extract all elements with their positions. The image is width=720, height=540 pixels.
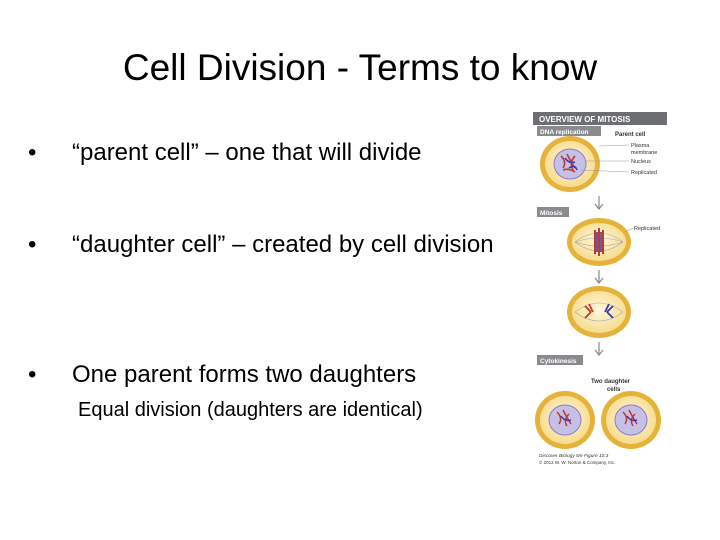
anaphase-cell [567, 286, 631, 338]
label-replicated-mid: Replicated [634, 226, 660, 232]
step-label-dna-replication: DNA replication [540, 129, 589, 136]
label-two-daughter: Two daughter [591, 379, 630, 385]
step-label-mitosis: Mitosis [540, 210, 563, 217]
mitosis-diagram [533, 112, 667, 467]
label-replicated-top: Replicated [631, 170, 657, 176]
bullet-parent-forms-daughters [28, 358, 528, 392]
bullet-daughter-cell [28, 228, 528, 262]
arrow-down-icon [595, 196, 603, 209]
label-nucleus: Nucleus [631, 159, 651, 165]
bullet-text: “parent cell” – one that will divide [72, 139, 422, 166]
slide-title: Cell Division - Terms to know [122, 47, 598, 88]
figure-credit-1: Discover Biology 5/e Figure 10.3 [539, 454, 609, 459]
daughter-cell-left [535, 391, 595, 449]
label-plasma: Plasma [631, 143, 650, 149]
parent-cell [540, 136, 600, 192]
figure-credit-2: © 2012 W. W. Norton & Company, Inc. [539, 460, 616, 465]
figure-header: OVERVIEW OF MITOSIS [539, 115, 631, 124]
daughter-cell-right [601, 391, 661, 449]
label-parent-cell: Parent cell [615, 132, 646, 138]
bullet-marker: • [28, 361, 37, 388]
label-membrane: membrane [631, 150, 658, 156]
step-label-cytokinesis: Cytokinesis [540, 358, 577, 365]
bullet-text: “daughter cell” – created by cell division [72, 231, 494, 258]
bullet-marker: • [28, 231, 37, 258]
bullet-marker: • [28, 139, 37, 166]
arrow-down-icon [595, 270, 603, 283]
label-cells: cells [607, 387, 621, 393]
bullet-parent-cell [28, 136, 528, 170]
arrow-down-icon [595, 342, 603, 355]
metaphase-cell [567, 218, 631, 266]
subpoint-equal-division: Equal division (daughters are identical) [78, 399, 423, 421]
mitosis-overview-figure [533, 112, 667, 467]
bullet-text: One parent forms two daughters [72, 361, 417, 388]
